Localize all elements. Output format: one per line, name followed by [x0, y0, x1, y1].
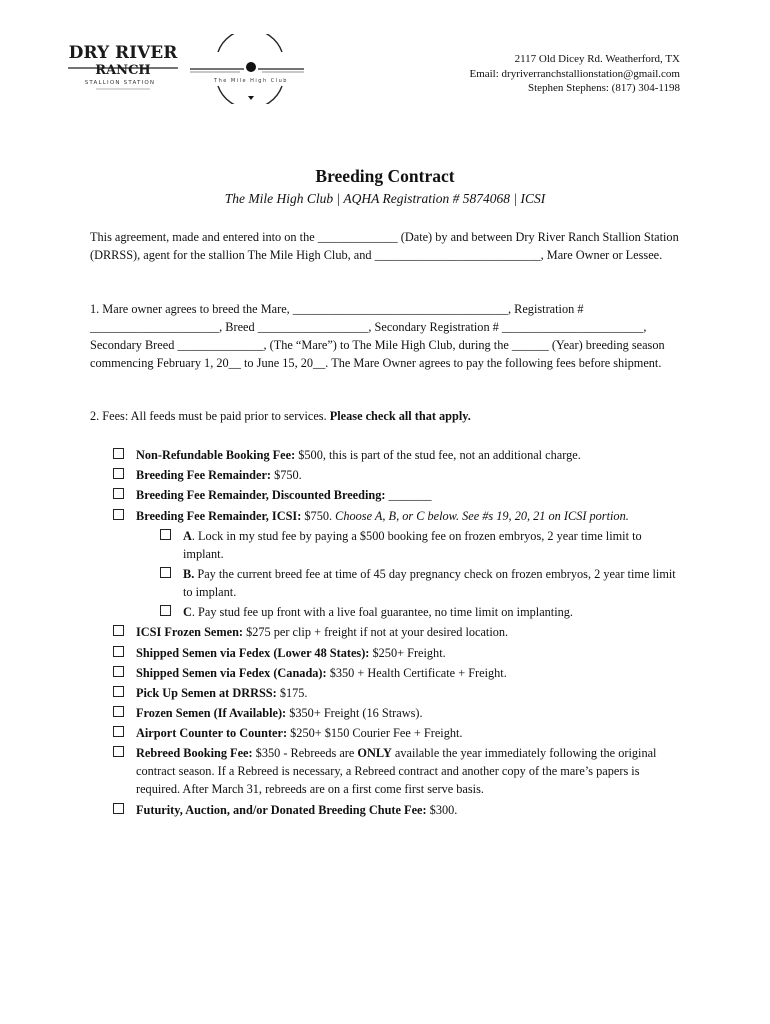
fee-item [113, 446, 683, 464]
fee-label: B. [183, 566, 195, 581]
fee-checkbox[interactable] [160, 605, 171, 616]
fee-checkbox[interactable] [113, 726, 124, 737]
fee-label: A [183, 528, 192, 543]
document-subtitle: The Mile High Club | AQHA Registration # 5874068 | ICSI [224, 191, 546, 206]
fee-checkbox[interactable] [113, 686, 124, 697]
fee-label: Shipped Semen via Fedex (Canada): [136, 665, 327, 680]
fee-text: $750. [271, 468, 302, 483]
fee-checkbox[interactable] [113, 625, 124, 636]
intro-paragraph: This agreement, made and entered into on the _____________ (Date) by and between Dry River Ranch Stallion Station (DRRSS), agent for the stallion The Mile High Club, and ___________________________, Mare Owner or Lessee. [90, 230, 679, 262]
email-line[interactable]: Email: dryriverranchstallionstation@gmail.com [469, 67, 680, 80]
fee-sub-option [160, 527, 683, 563]
fee-label: Breeding Fee Remainder: [136, 468, 272, 483]
clause-2-instruction: Please check all that apply. [329, 409, 471, 423]
fee-label: Breeding Fee Remainder, Discounted Breeding: [136, 488, 386, 503]
ranch-logo [68, 34, 318, 104]
fee-item [113, 801, 683, 819]
header-logos [68, 34, 318, 104]
fee-text: $250+ $150 Courier Fee + Freight. [287, 726, 463, 741]
fee-checkbox[interactable] [113, 468, 124, 479]
document-title: Breeding Contract [315, 166, 455, 186]
fee-checkbox[interactable] [160, 567, 171, 578]
fee-text: $750. [301, 508, 336, 523]
fee-checkbox[interactable] [113, 706, 124, 717]
fee-text: $350 - Rebreeds are [252, 746, 358, 761]
fee-checkbox[interactable] [113, 488, 124, 499]
fee-label: C [183, 605, 192, 620]
fee-text: $350+ Freight (16 Straws). [286, 706, 423, 721]
fee-sub-option [160, 565, 683, 601]
clause-2-paragraph [90, 407, 680, 425]
fee-note: Choose A, B, or C below. See #s 19, 20, 21 on ICSI portion. [335, 508, 629, 523]
fee-label: Non-Refundable Booking Fee: [136, 448, 296, 462]
phone-line: Stephen Stephens: (817) 304-1198 [527, 82, 680, 94]
fee-label: Breeding Fee Remainder, ICSI: [136, 508, 302, 523]
fee-text: . Pay stud fee up front with a live foal guarantee, no time limit on implanting. [191, 605, 574, 620]
fee-sub-option [160, 603, 683, 621]
fee-checkbox[interactable] [113, 509, 124, 520]
fee-item [113, 644, 683, 662]
ranch-logo-line1: DRY RIVER [68, 43, 178, 63]
fee-checkbox[interactable] [113, 746, 124, 757]
fee-text: Pay the current breed fee at time of 45 day pregnancy check on frozen embryos, 2 year time limit to implant. [183, 566, 676, 599]
fee-emphasis: ONLY [357, 746, 392, 761]
fee-item [113, 684, 683, 702]
fee-checklist [113, 446, 683, 821]
ranch-logo-line2: RANCH [95, 63, 151, 78]
fee-label: ICSI Frozen Semen: [136, 625, 244, 640]
fee-item [113, 486, 683, 504]
fee-label: Shipped Semen via Fedex (Lower 48 States): [136, 645, 370, 660]
fee-item [113, 623, 683, 641]
fee-text: . Lock in my stud fee by paying a $500 booking fee on frozen embryos, 2 year time limit to implant. [183, 528, 642, 561]
fee-text: $500, this is part of the stud fee, not an additional charge. [295, 448, 581, 462]
fee-item [113, 704, 683, 722]
fee-text: $175. [276, 685, 308, 700]
fee-checkbox[interactable] [113, 448, 124, 459]
fee-label: Futurity, Auction, and/or Donated Breeding Chute Fee: [136, 802, 427, 817]
address-line: 2117 Old Dicey Rd. Weatherford, TX [514, 53, 680, 65]
fee-text-continued: available the year immediately following the original contract season. If a Rebreed is necessary, a Rebreed contract and another copy of the mare’s papers is required. After March 31, rebreeds are on a first come first serve basis. [136, 746, 657, 797]
fee-item [113, 466, 683, 484]
fee-item [113, 664, 683, 682]
fee-item [113, 744, 683, 798]
fee-text: $275 per clip + freight if not at your desired location. [243, 625, 509, 640]
contact-block [469, 52, 680, 96]
fee-label: Pick Up Semen at DRRSS: [136, 685, 277, 700]
fee-checkbox[interactable] [113, 803, 124, 814]
fee-checkbox[interactable] [113, 646, 124, 657]
fee-checkbox[interactable] [113, 666, 124, 677]
fee-label: Airport Counter to Counter: [136, 726, 288, 741]
fee-item [113, 724, 683, 742]
fee-label: Frozen Semen (If Available): [136, 706, 287, 721]
fee-text: $350 + Health Certificate + Freight. [326, 665, 507, 680]
fee-text: _______ [385, 488, 432, 503]
stallion-logo-text: The Mile High Club [214, 78, 288, 84]
fee-text: $300. [426, 802, 458, 817]
fee-label: Rebreed Booking Fee: [136, 746, 253, 761]
fee-text: $250+ Freight. [369, 645, 446, 660]
fee-item [113, 507, 683, 525]
clause-2-lead: 2. Fees: All feeds must be paid prior to services. [90, 409, 327, 423]
clause-1-paragraph: 1. Mare owner agrees to breed the Mare, ___________________________________, Registration # _____________________, Breed __________________, Secondary Registration # _______________________, Secondary Breed ______________, (The “Mare”) to The Mile High Club, during the ______ (Year) breeding season commencing February 1, 20__ to June 15, 20__. The Mare Owner agrees to pay the following fees before shipment. [90, 302, 665, 370]
fee-checkbox[interactable] [160, 529, 171, 540]
ranch-logo-line3: STALLION STATION [84, 80, 156, 86]
stallion-logo [190, 34, 304, 104]
